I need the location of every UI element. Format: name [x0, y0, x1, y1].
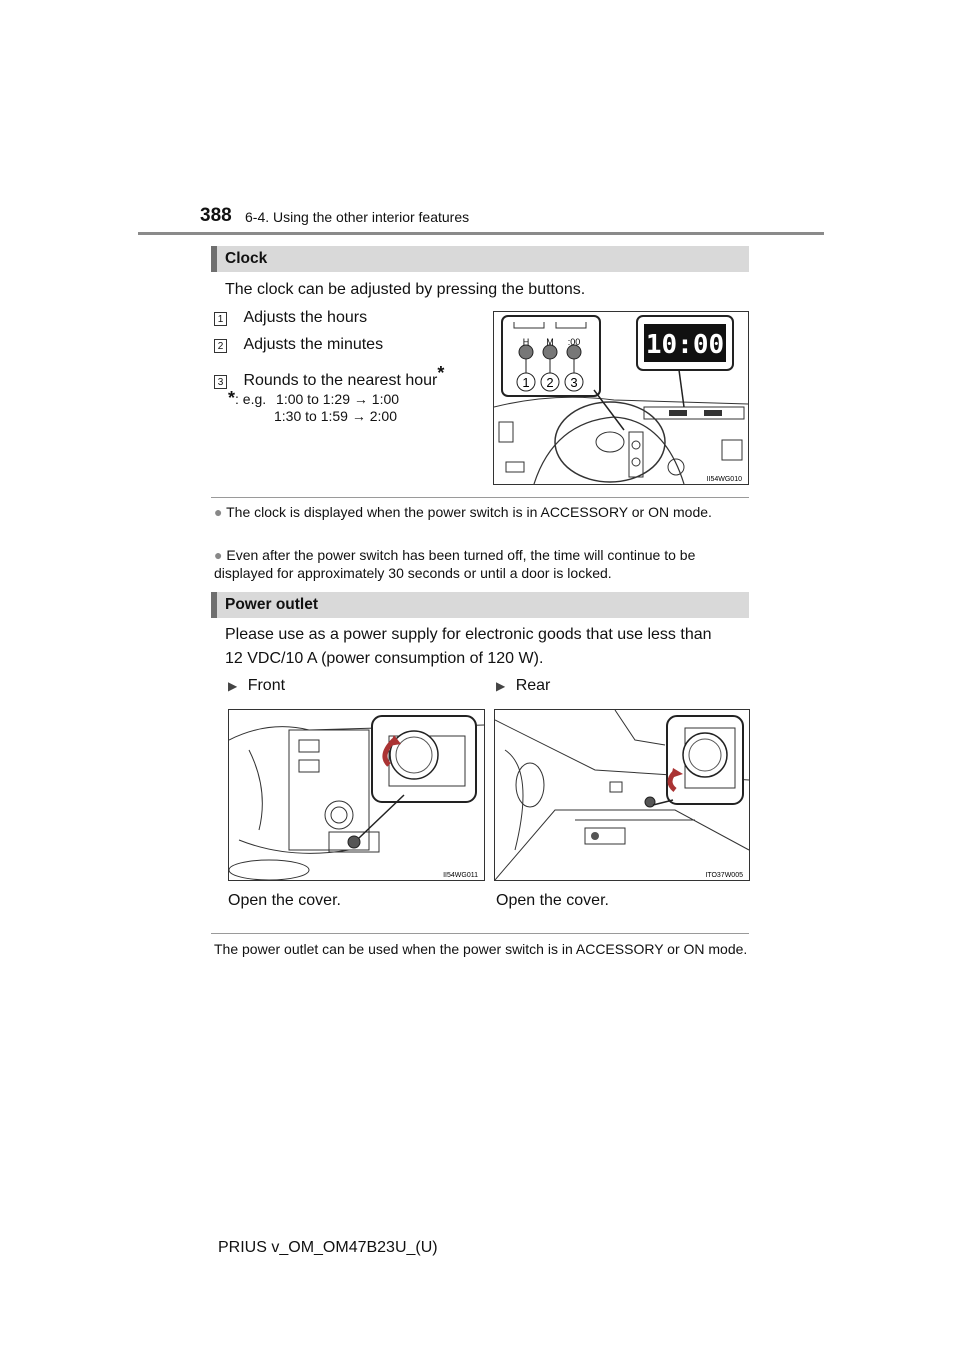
bullet-text: Even after the power switch has been turned off, the time will continue to be displayed for approximately 30 seconds or until a door is locked. — [214, 547, 696, 581]
front-console-illustration — [229, 710, 484, 880]
front-label-text: Front — [247, 677, 286, 694]
triangle-right-icon: ▶ — [228, 679, 238, 693]
clock-figure — [493, 311, 749, 485]
front-caption: Open the cover. — [228, 892, 341, 909]
item-text: Adjusts the minutes — [243, 336, 384, 353]
button-number-2: 2 — [546, 375, 554, 390]
footnote-line-1: 1:00 to 1:29 → 1:00 — [276, 391, 400, 407]
divider — [211, 933, 749, 934]
dashboard-illustration — [494, 312, 748, 484]
divider — [211, 497, 749, 498]
header-rule — [138, 232, 824, 235]
power-outlet-heading: Power outlet — [211, 592, 749, 618]
power-intro-line-2: 12 VDC/10 A (power consumption of 120 W). — [225, 650, 544, 667]
clock-item-3 — [214, 363, 444, 390]
front-label — [228, 677, 285, 695]
footnote-line-2: 1:30 to 1:59 → 2:00 — [274, 408, 397, 424]
bullet-icon: ● — [214, 504, 223, 520]
triangle-right-icon: ▶ — [496, 679, 506, 693]
clock-bullet-2 — [214, 546, 750, 582]
button-number-1: 1 — [522, 375, 530, 390]
asterisk-mark: * — [228, 388, 236, 408]
rear-label — [496, 677, 550, 695]
button-label-m: M — [546, 337, 554, 347]
clock-footnote — [228, 388, 399, 409]
clock-item-2 — [214, 336, 383, 354]
item-text: Adjusts the hours — [243, 309, 368, 326]
clock-display-readout: 10:00 — [645, 330, 725, 360]
asterisk-mark: * — [437, 363, 445, 383]
rear-cargo-illustration — [495, 710, 749, 880]
page-number: 388 — [200, 205, 232, 226]
figure-code: II54WG011 — [443, 872, 478, 879]
power-outlet-note: The power outlet can be used when the power switch is in ACCESSORY or ON mode. — [214, 941, 748, 957]
clock-intro: The clock can be adjusted by pressing the buttons. — [225, 281, 586, 298]
clock-heading: Clock — [211, 246, 749, 272]
button-label-h: H — [522, 337, 530, 347]
item-number-badge: 3 — [214, 375, 227, 389]
clock-bullet-1 — [214, 503, 750, 521]
footer-doc-id: PRIUS v_OM_OM47B23U_(U) — [218, 1239, 438, 1256]
clock-item-1 — [214, 309, 367, 327]
front-outlet-figure — [228, 709, 485, 881]
rear-outlet-figure — [494, 709, 750, 881]
bullet-icon: ● — [214, 547, 223, 563]
power-intro-line-1: Please use as a power supply for electronic goods that use less than — [225, 626, 712, 643]
rear-label-text: Rear — [515, 677, 551, 694]
figure-code: II54WG010 — [706, 476, 742, 483]
figure-code: ITO37W005 — [705, 872, 743, 879]
item-number-badge: 2 — [214, 339, 227, 353]
item-text: Rounds to the nearest hour — [243, 372, 438, 390]
button-label-round: :00 — [567, 337, 581, 347]
item-number-badge: 1 — [214, 312, 227, 326]
section-title: 6-4. Using the other interior features — [245, 209, 470, 225]
bullet-text: The clock is displayed when the power switch is in ACCESSORY or ON mode. — [226, 504, 712, 520]
rear-caption: Open the cover. — [496, 892, 609, 909]
button-number-3: 3 — [570, 375, 578, 390]
footnote-prefix: : e.g. — [235, 391, 267, 407]
